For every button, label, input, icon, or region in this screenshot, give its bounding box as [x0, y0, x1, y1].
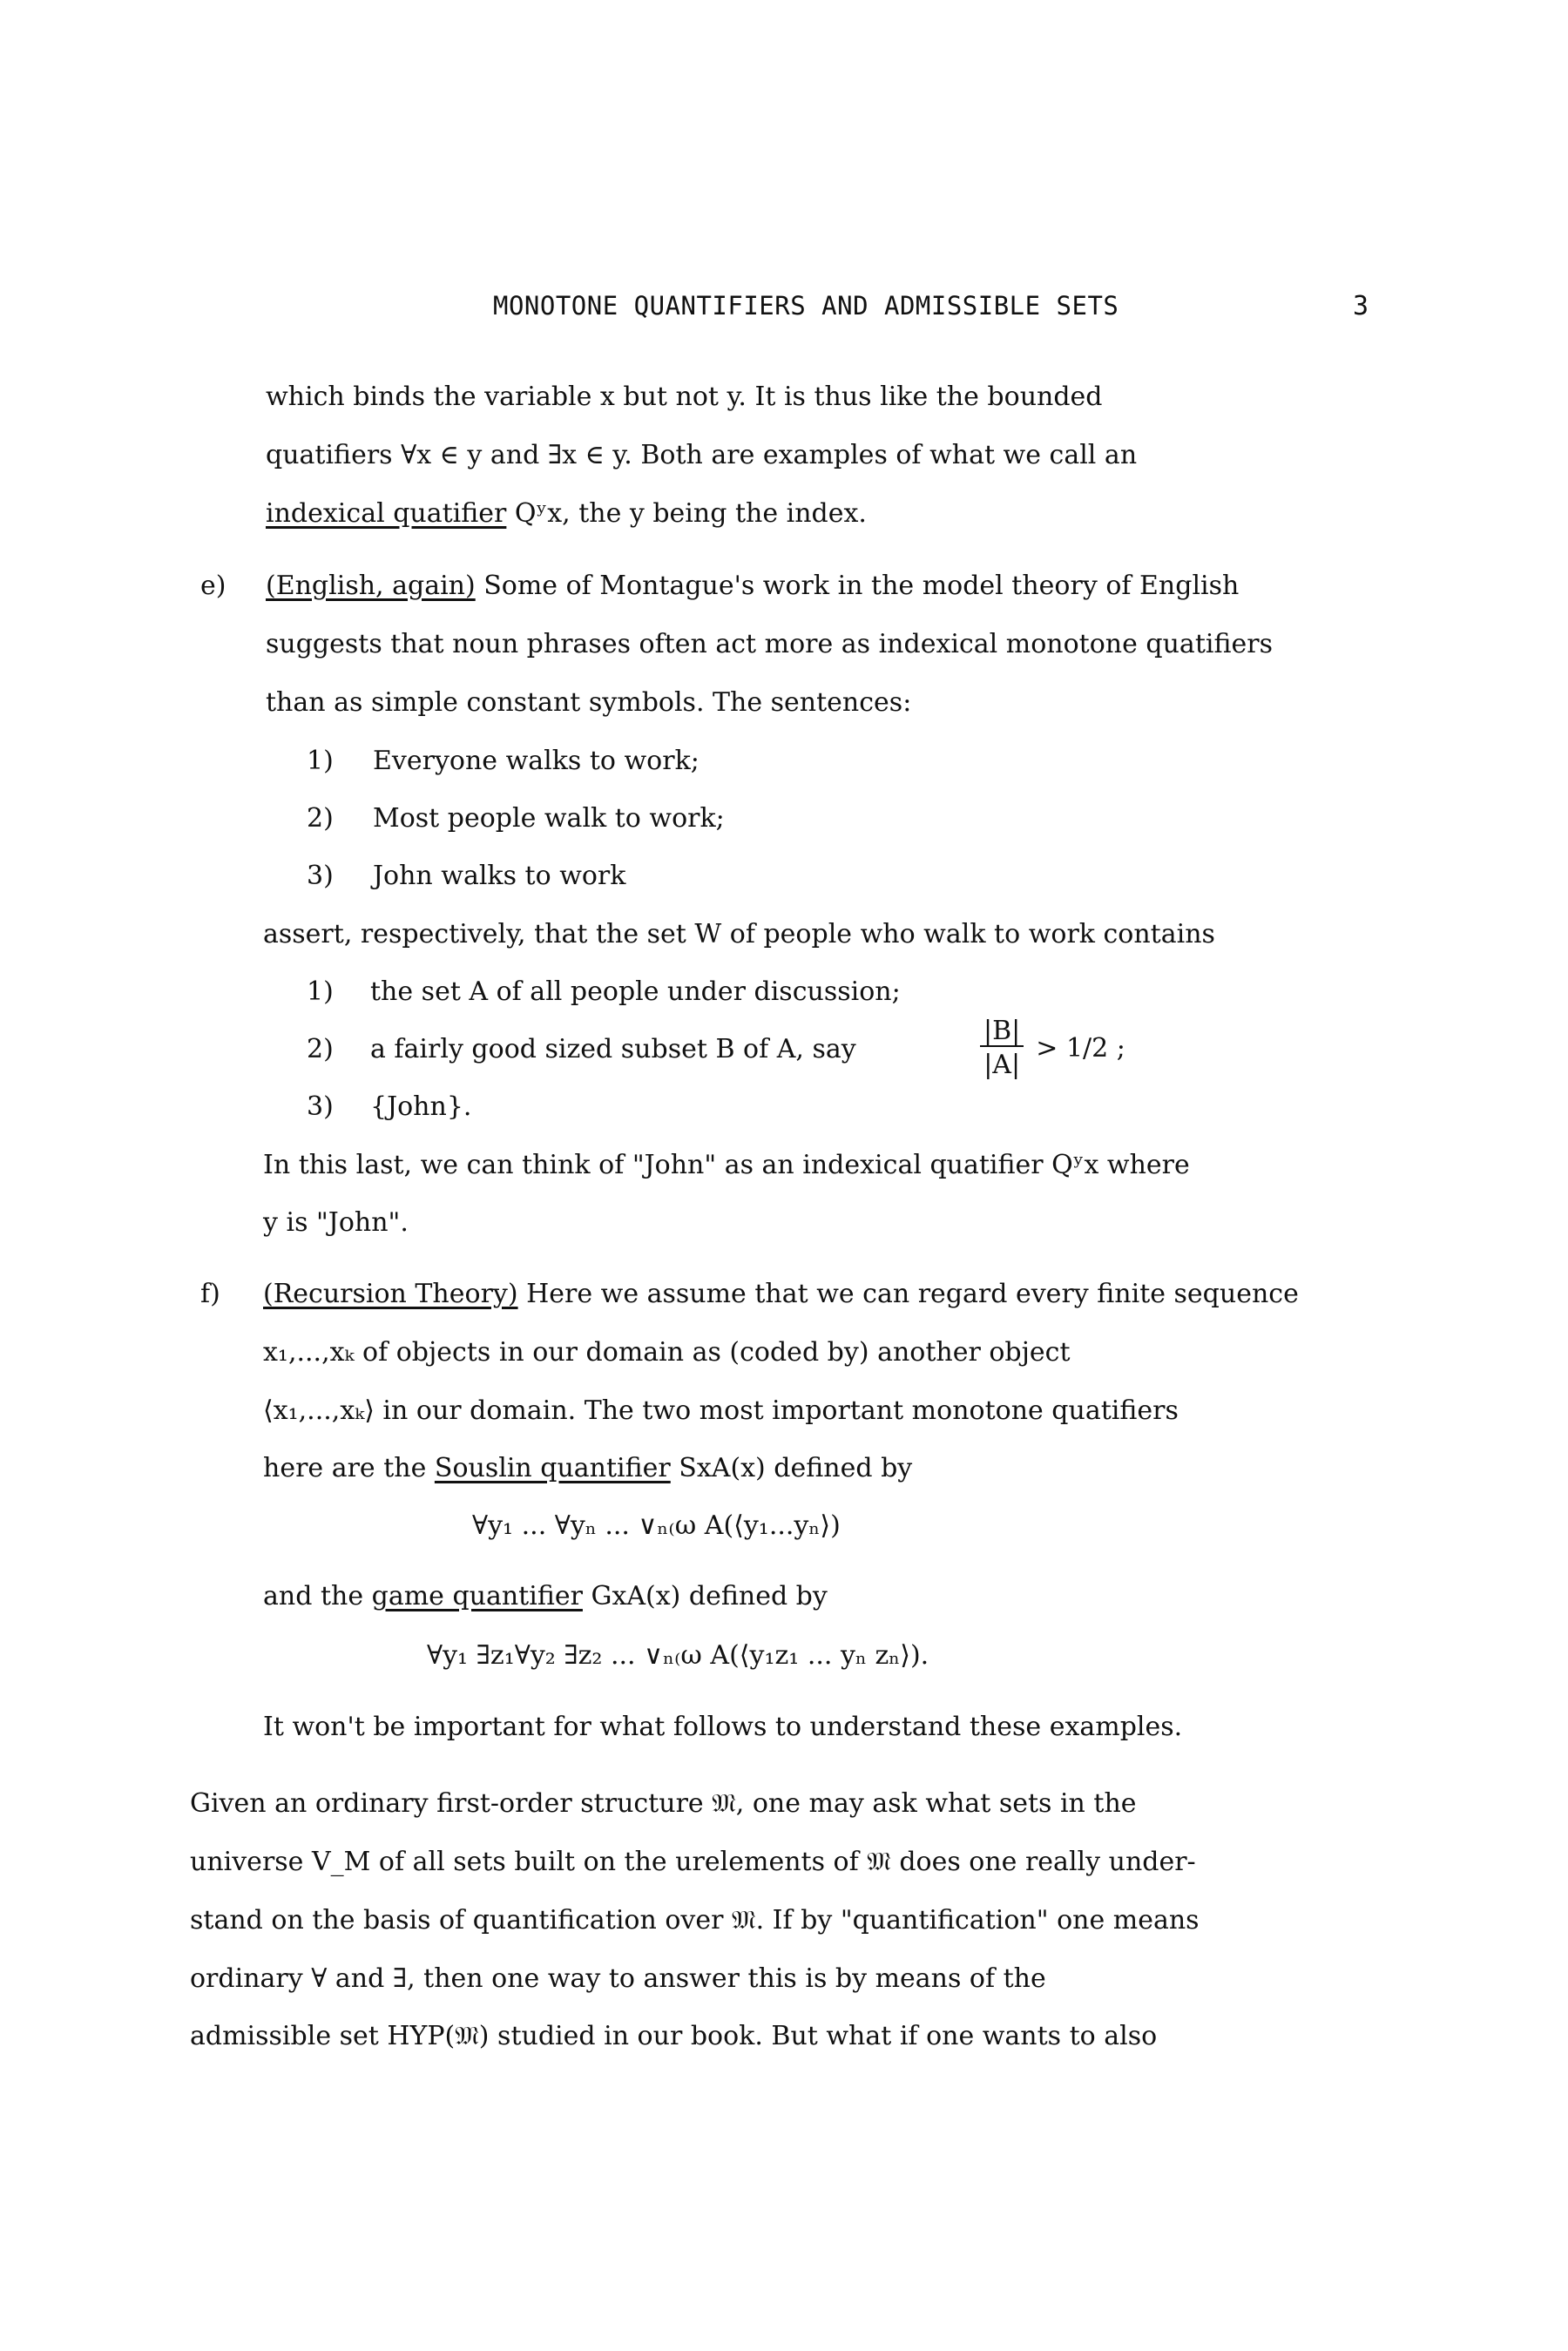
assert-text: the set A of all people under discussion;	[370, 976, 901, 1007]
item-f-marker: f)	[200, 1279, 220, 1309]
assert-text: {John}.	[370, 1091, 472, 1122]
item-f-line-3: ⟨x₁,...,xₖ⟩ in our domain. The two most important monotone quatifiers	[263, 1395, 1179, 1426]
item-f-line-8: It won't be important for what follows to understand these examples.	[263, 1712, 1183, 1742]
paragraph-line-3: stand on the basis of quantification over 𝔐. If by "quantification" one means	[190, 1905, 1200, 1936]
item-e-line-1	[266, 571, 1239, 602]
last-line-2: y is "John".	[263, 1207, 409, 1238]
item-f-line-4	[263, 1453, 912, 1484]
intro-line-2: quatifiers ∀x ∈ y and ∃x ∈ y. Both are examples of what we call an	[266, 440, 1138, 470]
intro-line-1: which binds the variable x but not y. It is thus like the bounded	[266, 382, 1103, 412]
game-formula: ∀y₁ ∃z₁∀y₂ ∃z₂ ... ∨ₙ₍ω A(⟨y₁z₁ ... yₙ zₙ⟩).	[427, 1640, 929, 1671]
item-f-line-6	[263, 1581, 828, 1612]
fraction-numerator: |B|	[980, 1017, 1024, 1047]
item-f-line-6-pre: and the	[263, 1581, 372, 1611]
paragraph-line-4: ordinary ∀ and ∃, then one way to answer this is by means of the	[190, 1963, 1046, 1994]
item-e-line-1-rest: Some of Montague's work in the model theory of English	[475, 571, 1240, 601]
fraction-denominator: |A|	[983, 1050, 1021, 1080]
item-f-line-1-rest: Here we assume that we can regard every finite sequence	[517, 1279, 1299, 1309]
last-line-1: In this last, we can think of "John" as an indexical quatifier Qʸx where	[263, 1150, 1190, 1180]
recursion-theory-heading: (Recursion Theory)	[263, 1279, 518, 1309]
english-again-heading: (English, again)	[266, 571, 476, 601]
assert-number: 3)	[307, 1091, 334, 1122]
assert-number: 2)	[307, 1034, 334, 1064]
indexical-quatifier-term: indexical quatifier	[266, 498, 507, 529]
assert-text: a fairly good sized subset B of A, say	[370, 1034, 856, 1064]
assert-number: 1)	[307, 976, 334, 1007]
sentence-text: Everyone walks to work;	[373, 746, 700, 776]
sentence-number: 3)	[307, 861, 334, 891]
paragraph-line-2: universe V_M of all sets built on the urelements of 𝔐 does one really under-	[190, 1847, 1196, 1877]
item-f-line-2: x₁,...,xₖ of objects in our domain as (coded by) another object	[263, 1337, 1071, 1368]
game-quantifier-term: game quantifier	[371, 1581, 583, 1611]
item-e-marker: e)	[200, 571, 226, 601]
item-e-line-3: than as simple constant symbols. The sentences:	[266, 687, 912, 718]
intro-line-3	[266, 498, 867, 530]
item-f-line-4-post: SxA(x) defined by	[670, 1453, 913, 1483]
fraction-comparison: > 1/2 ;	[1036, 1032, 1125, 1064]
running-header: MONOTONE QUANTIFIERS AND ADMISSIBLE SETS	[493, 291, 1119, 321]
sentence-number: 1)	[307, 746, 334, 776]
intro-line-3-rest: Qʸx, the y being the index.	[506, 498, 867, 529]
item-f-line-6-post: GxA(x) defined by	[582, 1581, 828, 1611]
paragraph-line-1: Given an ordinary first-order structure 𝔐, one may ask what sets in the	[190, 1788, 1137, 1819]
ratio-formula	[980, 1017, 1125, 1079]
sentence-number: 2)	[307, 803, 334, 834]
assert-line: assert, respectively, that the set W of people who walk to work contains	[263, 919, 1215, 949]
item-f-line-4-pre: here are the	[263, 1453, 435, 1483]
souslin-quantifier-term: Souslin quantifier	[434, 1453, 671, 1483]
item-e-line-2: suggests that noun phrases often act more as indexical monotone quatifiers	[266, 629, 1273, 659]
sentence-text: Most people walk to work;	[373, 803, 725, 834]
page-number: 3	[1353, 291, 1369, 321]
fraction	[980, 1017, 1024, 1079]
souslin-formula: ∀y₁ ... ∀yₙ ... ∨ₙ₍ω A(⟨y₁...yₙ⟩)	[472, 1510, 841, 1541]
item-f-line-1	[263, 1279, 1299, 1310]
paragraph-line-5: admissible set HYP(𝔐) studied in our book. But what if one wants to also	[190, 2021, 1158, 2051]
sentence-text: John walks to work	[373, 861, 626, 891]
